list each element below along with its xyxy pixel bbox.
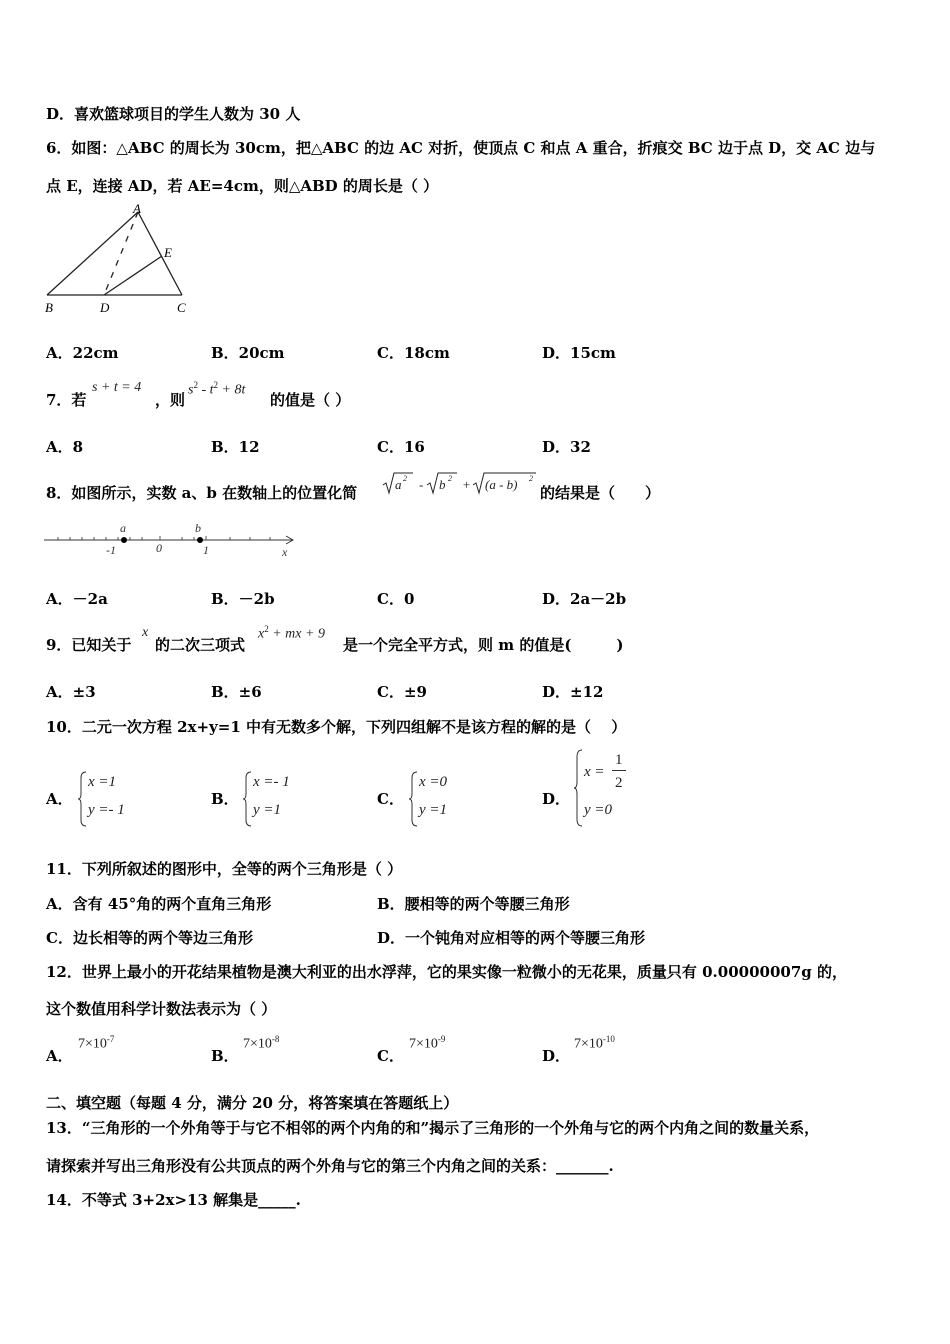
svg-text:a: a bbox=[395, 477, 402, 492]
q7-suffix: 的值是（ ） bbox=[270, 391, 351, 409]
q9-var: x bbox=[142, 625, 149, 640]
q6-option-a: A．22cm bbox=[46, 344, 119, 362]
q12-option-c-value: $7\times 10^{-9}$ bbox=[409, 1034, 446, 1052]
q7-option-c: C．16 bbox=[377, 438, 425, 456]
q12-option-d-label: D． bbox=[542, 1047, 571, 1065]
svg-text:2: 2 bbox=[448, 474, 452, 483]
q8-suffix: 的结果是（ ） bbox=[540, 484, 661, 502]
q8-prefix: 8．如图所示，实数 a、b 在数轴上的位置化简 bbox=[46, 484, 358, 502]
q10-option-d-label: D． bbox=[542, 790, 571, 808]
q12-option-a-value: $7\times 10^{-7}$ bbox=[78, 1034, 115, 1052]
tick-label-zero: 0 bbox=[156, 541, 162, 555]
q6-option-d: D．15cm bbox=[542, 344, 616, 362]
q11-option-a: A．含有 45°角的两个直角三角形 bbox=[46, 895, 272, 913]
q7-mid: ，则 bbox=[155, 391, 186, 409]
section2-title: 二、填空题（每题 4 分，满分 20 分，将答案填在答题纸上） bbox=[46, 1094, 459, 1112]
q9-option-d: D．±12 bbox=[542, 683, 604, 701]
q11-stem: 11．下列所叙述的图形中，全等的两个三角形是（ ） bbox=[46, 860, 403, 878]
q8-option-a: A．－2a bbox=[46, 590, 108, 608]
q6-stem-line2: 点 E，连接 AD，若 AE=4cm，则△ABD 的周长是（ ） bbox=[46, 177, 439, 195]
q9-suffix: 是一个完全平方式，则 m 的值是( ) bbox=[343, 636, 624, 654]
q12-option-b-label: B． bbox=[211, 1047, 239, 1065]
q8-option-c: C．0 bbox=[377, 590, 415, 608]
tick-label-one: 1 bbox=[203, 543, 209, 557]
q7-option-b: B．12 bbox=[211, 438, 260, 456]
q10-option-a-system: x =1 y =- 1 bbox=[78, 770, 168, 828]
q7-expr1: s + t = 4 bbox=[92, 380, 142, 395]
q10-option-b-label: B． bbox=[211, 790, 239, 808]
q8-option-b: B．－2b bbox=[211, 590, 275, 608]
tick-label-minus1: -1 bbox=[106, 543, 116, 557]
q9-option-b: B．±6 bbox=[211, 683, 262, 701]
svg-text:2: 2 bbox=[529, 474, 533, 483]
q10-option-d-system: x = 1 2 y =0 bbox=[574, 748, 664, 828]
q7-option-d: D．32 bbox=[542, 438, 591, 456]
q9-expression: $x^2$ + mx + 9 bbox=[258, 624, 325, 642]
q12-option-c-label: C． bbox=[377, 1047, 404, 1065]
label-b: B bbox=[45, 300, 53, 315]
q8-number-line bbox=[40, 520, 300, 560]
q13-line2: 请探索并写出三角形没有公共顶点的两个外角与它的第三个内角之间的关系：_______. bbox=[46, 1157, 614, 1175]
q7-prefix: 7．若 bbox=[46, 391, 87, 409]
q9-option-a: A．±3 bbox=[46, 683, 96, 701]
q12-stem-line1: 12．世界上最小的开花结果植物是澳大利亚的出水浮萍，它的果实像一粒微小的无花果，质量只有 0.00000007g 的， bbox=[46, 963, 847, 981]
q12-stem-line2: 这个数值用科学计数法表示为（ ） bbox=[46, 1000, 277, 1018]
q10-stem: 10．二元一次方程 2x+y=1 中有无数多个解，下列四组解不是该方程的解的是（ ） bbox=[46, 718, 627, 736]
q6-stem-line1: 6．如图：△ABC 的周长为 30cm，把△ABC 的边 AC 对折，使顶点 C 和点 A 重合，折痕交 BC 边于点 D，交 AC 边与 bbox=[46, 139, 876, 157]
svg-text:2: 2 bbox=[403, 474, 407, 483]
svg-text:(a - b): (a - b) bbox=[485, 477, 518, 492]
label-a: A bbox=[133, 202, 141, 216]
q11-option-b: B．腰相等的两个等腰三角形 bbox=[377, 895, 570, 913]
q13-line1: 13．“三角形的一个外角等于与它不相邻的两个内角的和”揭示了三角形的一个外角与它的两个内角之间的数量关系， bbox=[46, 1119, 820, 1137]
svg-text:+: + bbox=[462, 477, 471, 492]
axis-label-x: x bbox=[282, 545, 288, 559]
q7-expr2: $s^2 - t^2 + 8t$ bbox=[188, 380, 246, 398]
label-e: E bbox=[164, 245, 172, 260]
svg-text:b: b bbox=[439, 477, 446, 492]
axis-label-a: a bbox=[120, 521, 126, 535]
q9-mid: 的二次三项式 bbox=[155, 636, 246, 654]
q12-option-a-label: A． bbox=[46, 1047, 73, 1065]
q11-option-c: C．边长相等的两个等边三角形 bbox=[46, 929, 253, 947]
q5-option-d: D．喜欢篮球项目的学生人数为 30 人 bbox=[46, 105, 301, 123]
q12-option-b-value: $7\times 10^{-8}$ bbox=[243, 1034, 280, 1052]
q7-option-a: A．8 bbox=[46, 438, 84, 456]
q6-option-b: B．20cm bbox=[211, 344, 285, 362]
q8-radical-expression bbox=[381, 469, 541, 499]
q14-text: 14．不等式 3+2x>13 解集是_____. bbox=[46, 1191, 301, 1209]
q10-option-a-label: A． bbox=[46, 790, 73, 808]
q11-option-d: D．一个钝角对应相等的两个等腰三角形 bbox=[377, 929, 646, 947]
q10-option-c-system: x =0 y =1 bbox=[409, 770, 499, 828]
point-a bbox=[121, 537, 127, 543]
q10-option-c-label: C． bbox=[377, 790, 404, 808]
label-c: C bbox=[177, 300, 186, 315]
q6-triangle-figure bbox=[40, 202, 190, 320]
q12-option-d-value: $7\times 10^{-10}$ bbox=[574, 1034, 615, 1052]
q9-option-c: C．±9 bbox=[377, 683, 427, 701]
label-d: D bbox=[100, 300, 110, 315]
svg-text:-: - bbox=[419, 477, 424, 492]
q9-prefix: 9．已知关于 bbox=[46, 636, 132, 654]
q10-option-b-system: x =- 1 y =1 bbox=[243, 770, 333, 828]
q6-option-c: C．18cm bbox=[377, 344, 450, 362]
axis-label-b: b bbox=[195, 521, 201, 535]
q8-option-d: D．2a－2b bbox=[542, 590, 627, 608]
